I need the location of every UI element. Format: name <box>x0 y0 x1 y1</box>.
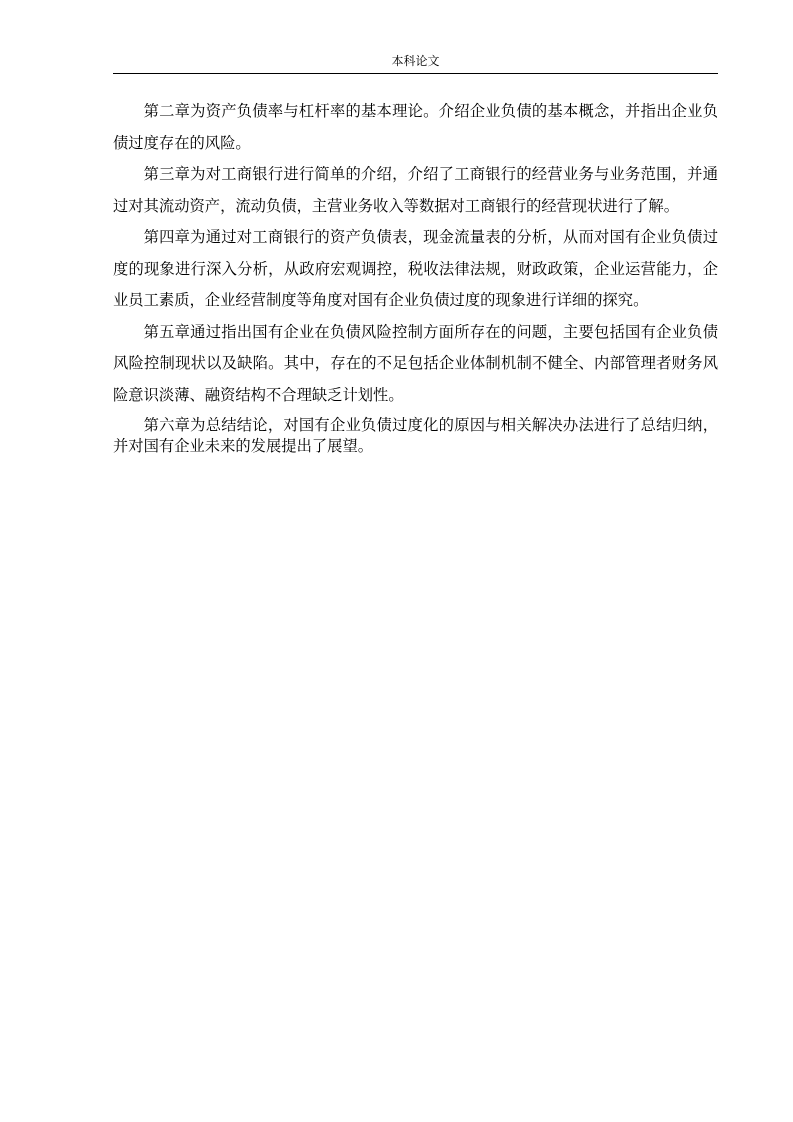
running-header: 本科论文 <box>113 53 718 74</box>
paragraph-chapter-3: 第三章为对工商银行进行简单的介绍，介绍了工商银行的经营业务与业务范围，并通过对其流动资产，流动负债，主营业务收入等数据对工商银行的经营现状进行了解。 <box>113 165 718 215</box>
paragraph-chapter-2: 第二章为资产负债率与杠杆率的基本理论。介绍企业负债的基本概念，并指出企业负债过度存在的风险。 <box>113 102 718 152</box>
paragraph-chapter-4: 第四章为通过对工商银行的资产负债表，现金流量表的分析，从而对国有企业负债过度的现象进行深入分析，从政府宏观调控，税收法律法规，财政政策，企业运营能力，企业员工素质，企业经营制度等角度对国有企业负债过度的现象进行详细的探究。 <box>113 228 718 309</box>
paragraph-chapter-6: 第六章为总结结论，对国有企业负债过度化的原因与相关解决办法进行了总结归纳，并对国有企业未来的发展提出了展望。 <box>113 416 718 455</box>
body-text <box>113 96 718 457</box>
paragraph-chapter-5: 第五章通过指出国有企业在负债风险控制方面所存在的问题，主要包括国有企业负债风险控制现状以及缺陷。其中，存在的不足包括企业体制机制不健全、内部管理者财务风险意识淡薄、融资结构不合理缺乏计划性。 <box>113 322 718 404</box>
